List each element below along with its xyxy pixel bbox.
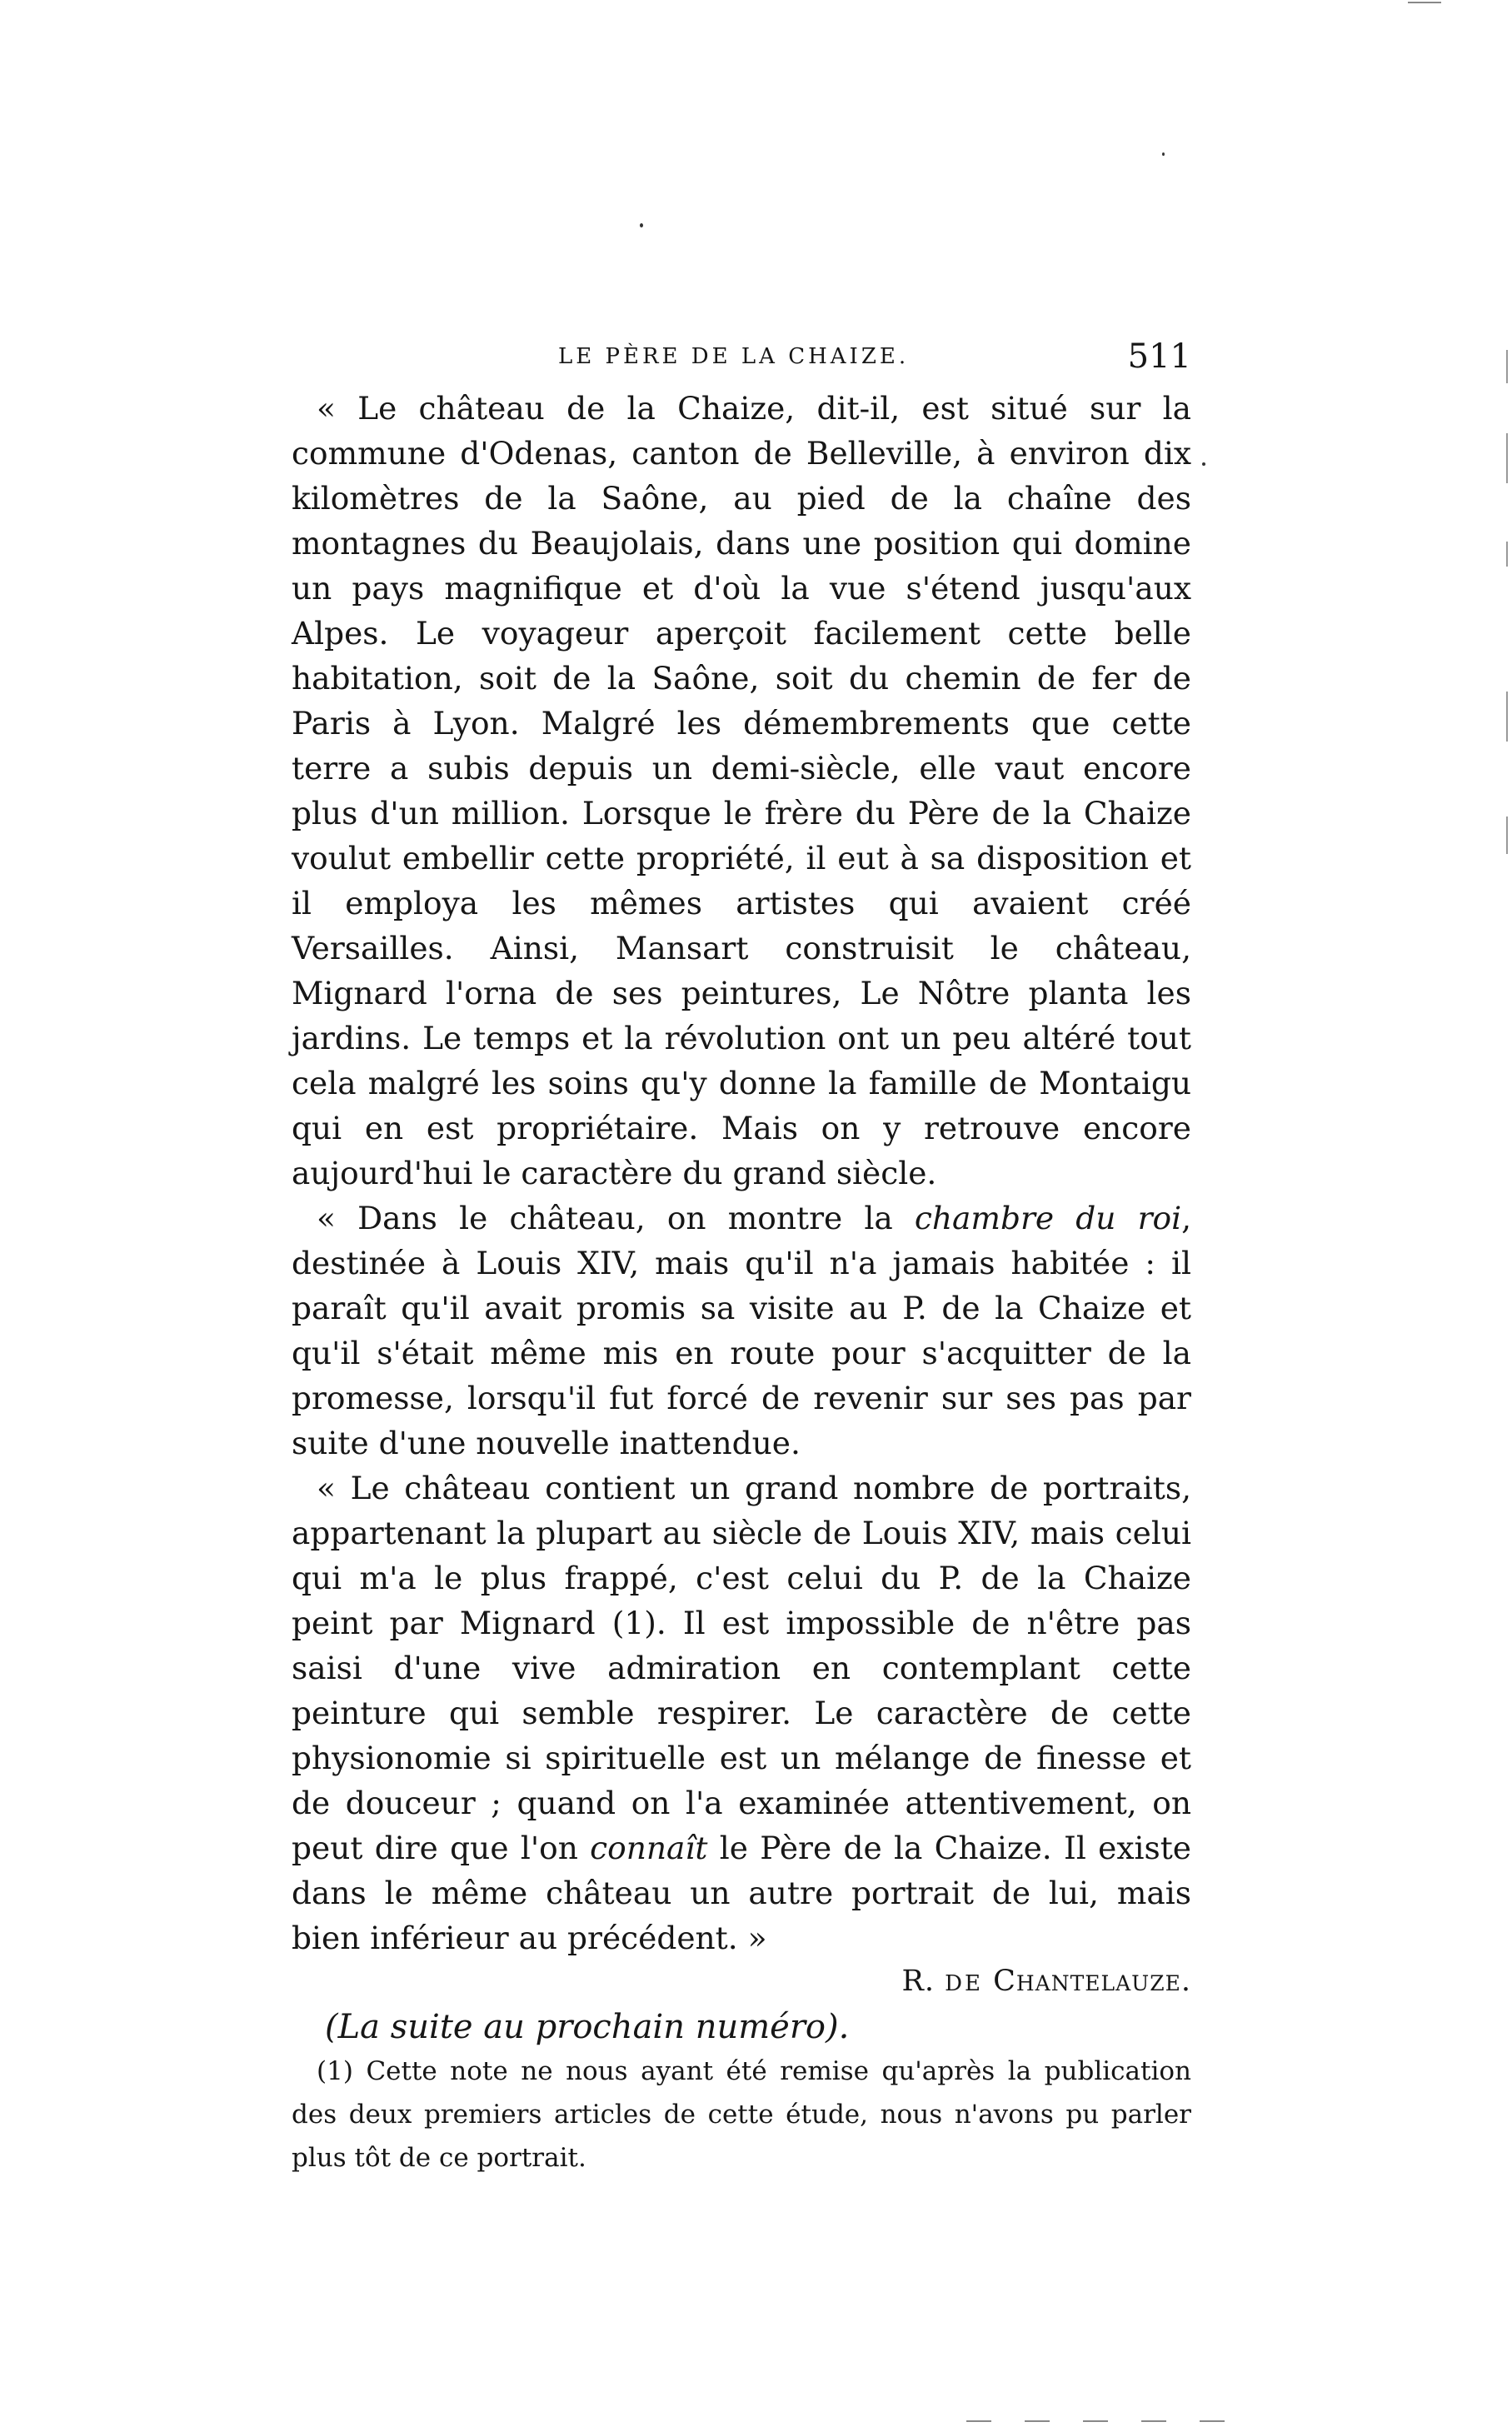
paragraph-chateau-description	[292, 386, 1191, 1196]
margin-speck	[1202, 462, 1205, 466]
scan-bottom-mark	[1025, 2420, 1050, 2422]
italic-phrase: chambre du roi	[914, 1200, 1182, 1236]
paragraph-chambre-du-roi	[292, 1196, 1191, 1466]
continuation-note: (La suite au prochain numéro).	[325, 2008, 850, 2046]
text-run: « Le château contient un grand nombre de portraits, appartenant la plupart au siècle de Louis XIV, mais celui qui m'a le plus frappé, c'est celui du P. de la Chaize peint par Mignard (1). Il est impossible de n'être pas saisi d'une vive admiration en contemplant cette peinture qui semble respirer. Le caractère de cette physionomie si spirituelle est un mélange de finesse et de douceur ; quand on l'a examinée attentivement, on peut dire que l'on	[292, 1470, 1191, 1866]
scan-edge-mark	[1506, 433, 1508, 483]
scan-top-mark	[1408, 2, 1441, 3]
text-run: « Le château de la Chaize, dit-il, est situé sur la commune d'Odenas, canton de Belleville, à environ dix kilomètres de la Saône, au pied de la chaîne des montagnes du Beaujolais, dans une position qui domine un pays magnifique et d'où la vue s'étend jusqu'aux Alpes. Le voyageur aperçoit facilement cette belle habitation, soit de la Saône, soit du chemin de fer de Paris à Lyon. Malgré les démembrements que cette terre a subis depuis un demi-siècle, elle vaut encore plus d'un million. Lorsque le frère du Père de la Chaize voulut embellir cette propriété, il eut à sa disposition et il employa les mêmes artistes qui avaient créé Versailles. Ainsi, Mansart construisit le château, Mignard l'orna de ses peintures, Le Nôtre planta les jardins. Le temps et la révolution ont un peu altéré tout cela malgré les soins qu'y donne la famille de Montaigu qui en est propriétaire. Mais on y retrouve encore aujourd'hui le caractère du grand siècle.	[292, 390, 1191, 1191]
running-head	[292, 337, 1191, 387]
paragraph-portraits	[292, 1466, 1191, 1960]
scan-bottom-mark	[1200, 2420, 1225, 2422]
signature-initial: R.	[901, 1965, 935, 1998]
scan-bottom-mark	[966, 2420, 991, 2422]
scan-bottom-mark	[1083, 2420, 1108, 2422]
footnote: (1) Cette note ne nous ayant été remise qu'après la publication des deux premiers articles de cette étude, nous n'avons pu parler plus tôt de ce portrait.	[292, 2056, 1191, 2173]
scan-edge-mark	[1506, 816, 1508, 854]
signature-surname: Chantelauze.	[993, 1965, 1191, 1998]
text-run: le Père de la Chaize. Il existe dans le même château un autre portrait de lui, mais bien inférieur au précédent. »	[292, 1830, 1191, 1956]
margin-speck	[640, 223, 643, 227]
scan-edge-mark	[1506, 542, 1508, 567]
text-run: , destinée à Louis XIV, mais qu'il n'a jamais habitée : il paraît qu'il avait promis sa visite au P. de la Chaize et qu'il s'était même mis en route pour s'acquitter de la promesse, lorsqu'il fut forcé de revenir sur ses pas par suite d'une nouvelle inattendue.	[292, 1200, 1191, 1461]
body-text	[292, 386, 1191, 2180]
author-signature	[292, 1960, 1191, 2005]
scan-edge-mark	[1506, 350, 1508, 383]
page-number: 511	[1127, 337, 1191, 376]
scan-edge-mark	[1506, 692, 1508, 742]
text-run: « Dans le château, on montre la	[317, 1200, 915, 1236]
scan-bottom-mark	[1141, 2420, 1166, 2422]
margin-speck	[1162, 152, 1165, 156]
italic-phrase: connaît	[590, 1830, 708, 1866]
running-title: LE PÈRE DE LA CHAIZE.	[558, 344, 910, 369]
signature-particle: DE	[945, 1971, 983, 1996]
